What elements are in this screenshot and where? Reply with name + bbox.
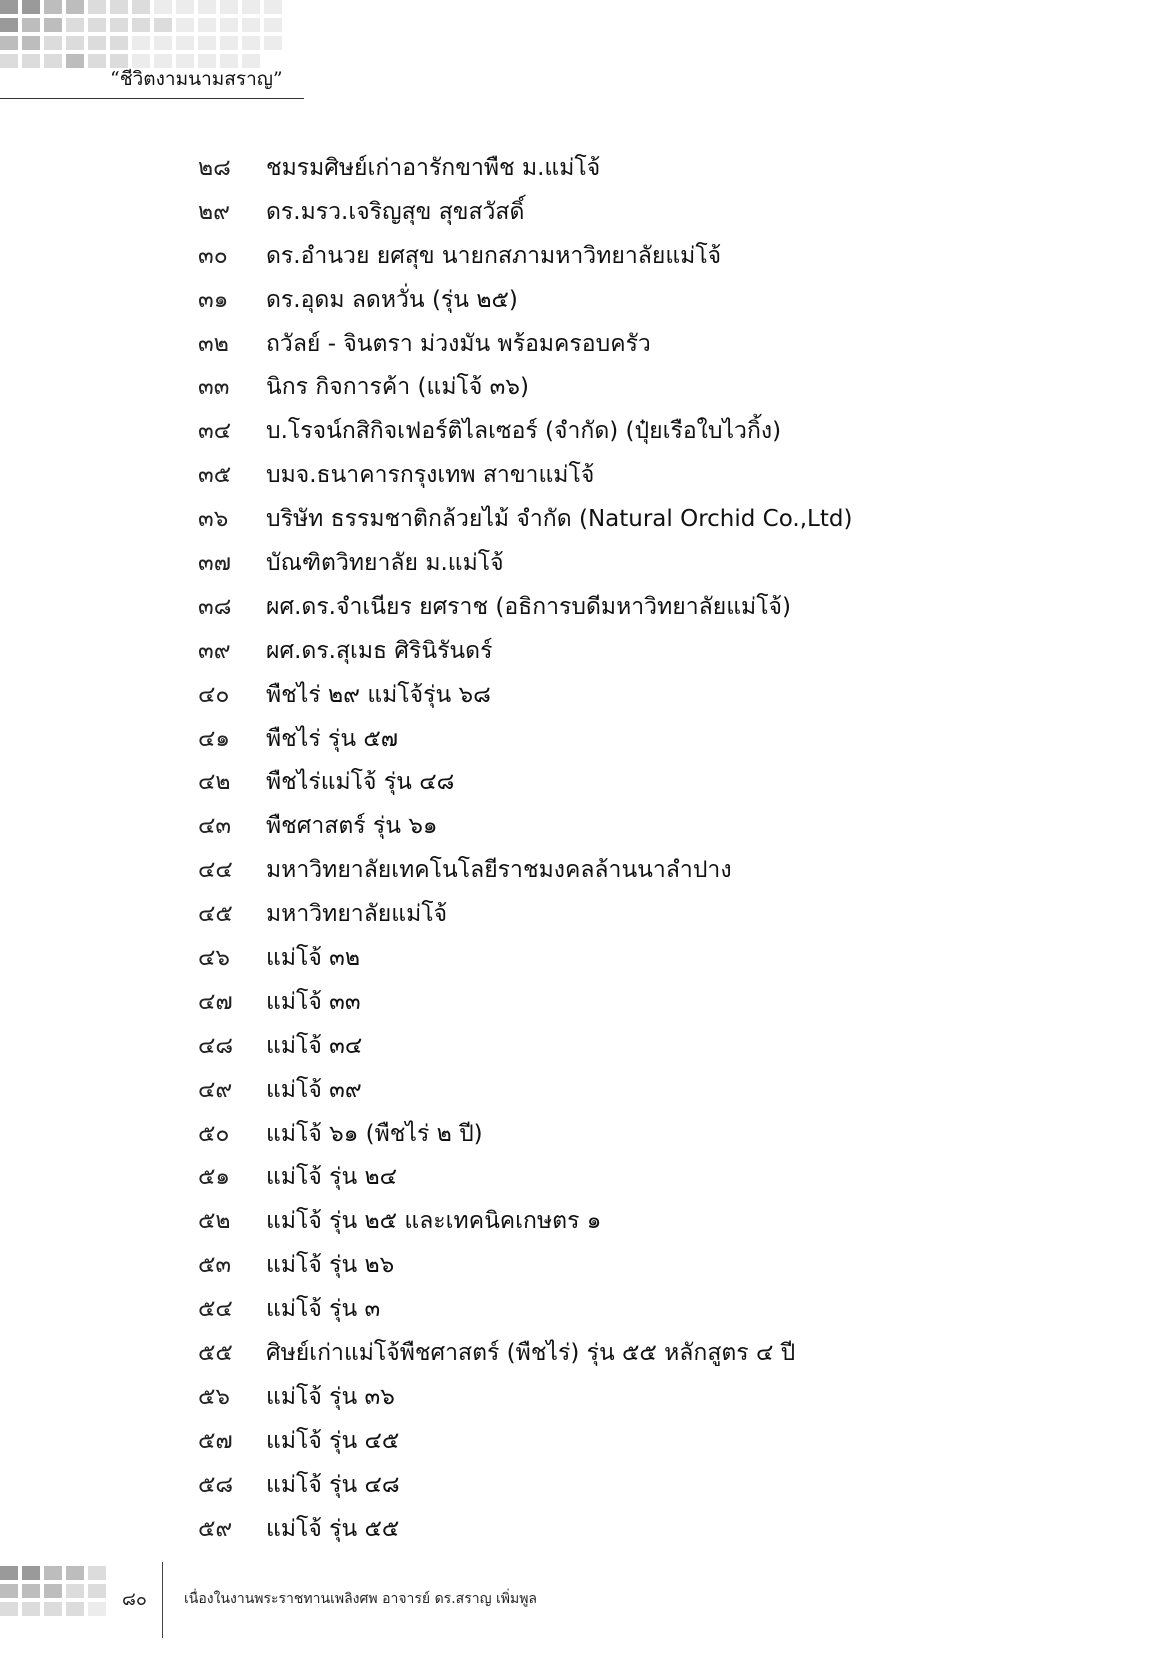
item-text: พืชไร่แม่โจ้ รุ่น ๔๘ [266,769,455,796]
item-text: ดร.มรว.เจริญสุข สุขสวัสดิ์ [266,198,525,225]
list-item [198,413,852,457]
item-number: ๕๕ [198,1340,233,1367]
header-tile [176,36,194,50]
header-tile [0,18,18,32]
item-text: บ.โรจน์กสิกิจเฟอร์ติไลเซอร์ (จำกัด) (ปุ๋ยเรือใบไวกิ้ง) [266,418,782,445]
list-item [198,764,852,808]
item-number: ๔๒ [198,769,231,796]
footer-tile [22,1566,40,1580]
list-item [198,1028,852,1072]
header-tile [44,36,62,50]
footer-tile [44,1584,62,1598]
item-number: ๔๙ [198,1076,233,1103]
item-text: พืชไร่ ๒๙ แม่โจ้รุ่น ๖๘ [266,681,491,708]
list-item [198,1423,852,1467]
item-number: ๓๕ [198,462,232,489]
page-number: ๘๐ [122,1589,147,1610]
list-item [198,150,852,194]
header-tile [132,18,150,32]
item-number: ๔๐ [198,681,230,708]
header-tile [132,0,150,14]
donor-list [198,150,852,1555]
header-tile [154,18,172,32]
header-tile [132,36,150,50]
list-item [198,1247,852,1291]
item-number: ๓๒ [198,330,229,357]
item-text: ถวัลย์ - จินตรา ม่วงมัน พร้อมครอบครัว [266,330,651,357]
list-item [198,1467,852,1511]
item-text: ผศ.ดร.สุเมธ ศิรินิรันดร์ [266,637,493,664]
item-text: แม่โจ้ รุ่น ๔๘ [266,1471,400,1498]
footer-tile [22,1584,40,1598]
item-text: แม่โจ้ ๖๑ (พืชไร่ ๒ ปี) [266,1120,483,1147]
item-text: มหาวิทยาลัยแม่โจ้ [266,901,448,928]
item-number: ๔๓ [198,813,232,840]
item-text: ดร.อุดม ลดหวั่น (รุ่น ๒๕) [266,286,518,313]
header-tile [242,18,260,32]
footer-decorative-tiles [0,1566,106,1616]
list-item [198,984,852,1028]
header-tile [22,18,40,32]
item-text: แม่โจ้ รุ่น ๒๖ [266,1252,395,1279]
header-tile [198,0,216,14]
list-item [198,282,852,326]
header-tile [66,54,84,68]
item-number: ๓๓ [198,374,230,401]
header-rule [0,98,304,99]
item-text: ชมรมศิษย์เก่าอารักขาพืช ม.แม่โจ้ [266,155,601,181]
header-tile [0,36,18,50]
header-tile [110,0,128,14]
header-tile [198,18,216,32]
header-tile [88,18,106,32]
item-number: ๕๔ [198,1296,233,1323]
list-item [198,1379,852,1423]
header-tile [110,36,128,50]
item-number: ๓๔ [198,418,232,445]
list-item [198,1511,852,1555]
header-tile [44,0,62,14]
item-text: พืชศาสตร์ รุ่น ๖๑ [266,813,438,840]
item-number: ๒๙ [198,198,231,225]
header-tile [66,0,84,14]
footer-tile [88,1584,106,1598]
header-tile [22,54,40,68]
header-tile [154,0,172,14]
header-tile [242,0,260,14]
list-item [198,896,852,940]
item-number: ๕๖ [198,1383,231,1410]
list-item [198,326,852,370]
list-item [198,238,852,282]
list-item [198,633,852,677]
item-text: บัณฑิตวิทยาลัย ม.แม่โจ้ [266,550,504,577]
item-number: ๕๙ [198,1515,233,1542]
item-text: บริษัท ธรรมชาติกล้วยไม้ จำกัด (Natural Orchid Co.,Ltd) [266,506,853,533]
item-text: แม่โจ้ รุ่น ๓ [266,1296,381,1323]
item-number: ๕๒ [198,1208,231,1235]
item-number: ๔๑ [198,725,231,752]
item-text: แม่โจ้ ๓๙ [266,1076,362,1103]
header-tile [264,18,282,32]
list-item [198,1159,852,1203]
header-tile [88,36,106,50]
item-number: ๓๙ [198,637,231,664]
header-tile [242,36,260,50]
list-item [198,808,852,852]
header-tile [110,18,128,32]
list-item [198,677,852,721]
footer-text: เนื่องในงานพระราชทานเพลิงศพ อาจารย์ ดร.สราญ เพิ่มพูล [184,1591,538,1607]
item-number: ๔๔ [198,857,233,884]
list-item [198,1335,852,1379]
item-number: ๔๖ [198,945,231,972]
header-tile [44,54,62,68]
item-text: แม่โจ้ ๓๓ [266,988,361,1015]
item-text: บมจ.ธนาคารกรุงเทพ สาขาแม่โจ้ [266,462,595,489]
header-tile [220,18,238,32]
item-number: ๕๗ [198,1427,233,1454]
header-tile [154,36,172,50]
header-tile [22,0,40,14]
item-text: ดร.อำนวย ยศสุข นายกสภามหาวิทยาลัยแม่โจ้ [266,242,722,269]
list-item [198,545,852,589]
item-number: ๓๐ [198,242,228,269]
header-tile [0,0,18,14]
item-text: พืชไร่ รุ่น ๕๗ [266,725,399,752]
item-text: นิกร กิจการค้า (แม่โจ้ ๓๖) [266,374,529,401]
header-tile [22,36,40,50]
footer-tile [0,1566,18,1580]
list-item [198,1203,852,1247]
header-tile [88,54,106,68]
header-tile [220,36,238,50]
header-tile [176,18,194,32]
list-item [198,589,852,633]
list-item [198,852,852,896]
footer-tile [88,1602,106,1616]
item-number: ๕๐ [198,1120,230,1147]
header-tile [220,0,238,14]
footer-tile [88,1566,106,1580]
list-item [198,1291,852,1335]
item-number: ๕๓ [198,1252,232,1279]
header-tile [66,36,84,50]
item-text: ผศ.ดร.จำเนียร ยศราช (อธิการบดีมหาวิทยาลัยแม่โจ้) [266,593,791,620]
item-number: ๓๗ [198,550,232,577]
footer-tile [66,1566,84,1580]
footer-tile [66,1584,84,1598]
list-item [198,721,852,765]
list-item [198,1116,852,1160]
header-tile [88,0,106,14]
item-text: แม่โจ้ รุ่น ๔๕ [266,1427,400,1454]
item-text: ศิษย์เก่าแม่โจ้พืชศาสตร์ (พืชไร่) รุ่น ๕๕ หลักสูตร ๔ ปี [266,1340,796,1367]
item-text: แม่โจ้ รุ่น ๓๖ [266,1383,395,1410]
item-number: ๓๑ [198,286,229,313]
header-tile [66,18,84,32]
header-tile [264,0,282,14]
footer-tile [44,1566,62,1580]
header-tile [44,18,62,32]
item-number: ๔๘ [198,1032,234,1059]
footer-tile [66,1602,84,1616]
header-tile [264,36,282,50]
item-number: ๕๑ [198,1164,231,1191]
list-item [198,194,852,238]
item-text: แม่โจ้ รุ่น ๒๔ [266,1164,398,1191]
item-number: ๕๘ [198,1471,234,1498]
list-item [198,457,852,501]
item-text: แม่โจ้ รุ่น ๕๕ [266,1515,400,1542]
item-number: ๓๘ [198,593,232,620]
item-text: มหาวิทยาลัยเทคโนโลยีราชมงคลล้านนาลำปาง [266,857,732,884]
list-item [198,940,852,984]
header-tile [176,0,194,14]
item-number: ๔๗ [198,988,233,1015]
list-item [198,369,852,413]
header-tile [198,36,216,50]
item-number: ๔๕ [198,901,233,928]
footer-tile [44,1602,62,1616]
running-header-title: “ชีวิตงามนามสราญ” [110,68,283,90]
item-number: ๒๘ [198,155,231,181]
item-text: แม่โจ้ รุ่น ๒๕ และเทคนิคเกษตร ๑ [266,1208,602,1235]
list-item [198,1072,852,1116]
item-text: แม่โจ้ ๓๒ [266,945,361,972]
header-decorative-tiles [0,0,282,68]
footer-tile [0,1602,18,1616]
list-item [198,501,852,545]
item-text: แม่โจ้ ๓๔ [266,1032,363,1059]
footer-tile [0,1584,18,1598]
footer-tile [22,1602,40,1616]
header-tile [0,54,18,68]
item-number: ๓๖ [198,506,229,533]
footer-divider [162,1562,163,1638]
